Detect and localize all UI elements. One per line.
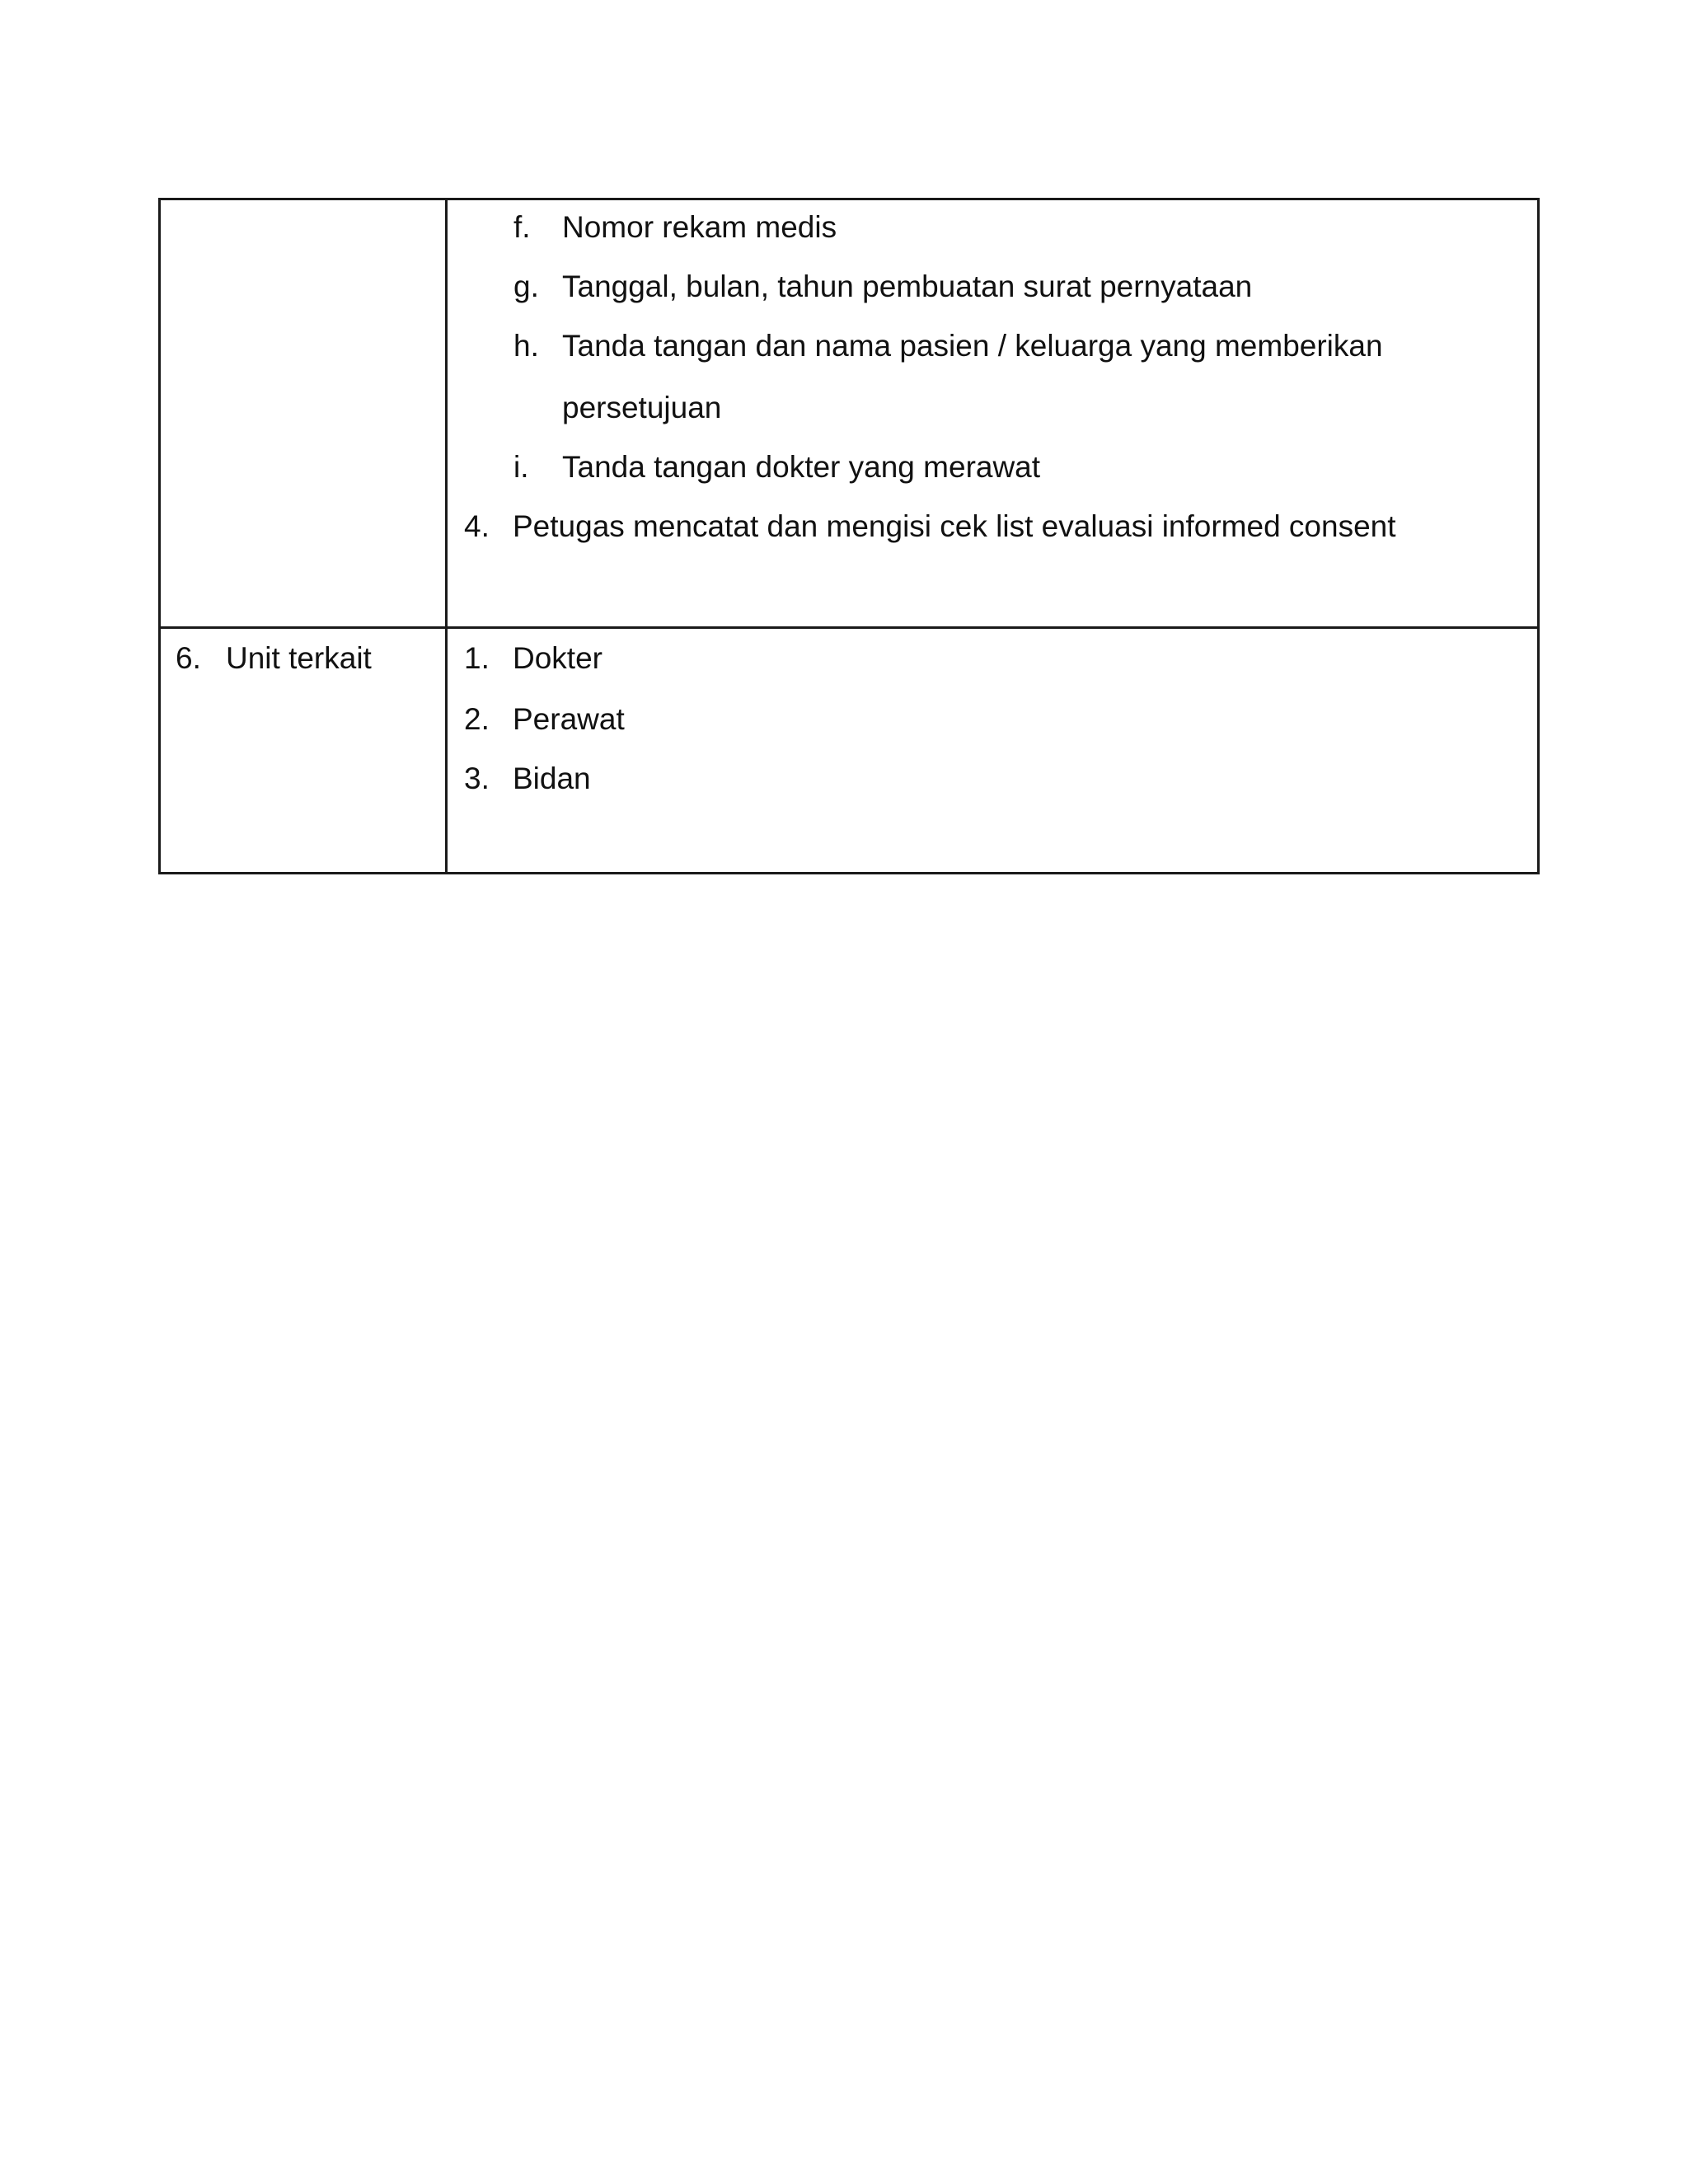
list-marker-2: 2. (464, 702, 490, 736)
list-marker-i: i. (513, 450, 529, 484)
section-label: Unit terkait (226, 641, 372, 675)
section-number: 6. (176, 641, 201, 675)
list-marker-3: 3. (464, 762, 490, 795)
table-cell-procedure-continued (447, 199, 1539, 628)
list-marker-4: 4. (464, 509, 490, 543)
list-marker-g: g. (513, 269, 539, 303)
list-marker-h: h. (513, 329, 539, 363)
list-marker-1: 1. (464, 641, 490, 675)
table-cell-unit-list (447, 628, 1539, 874)
list-item-text-1: Dokter (513, 641, 603, 675)
list-item-text-h-continued: persetujuan (562, 391, 722, 424)
list-item-text-2: Perawat (513, 702, 625, 736)
list-item-text-4: Petugas mencatat dan mengisi cek list evaluasi informed consent (513, 509, 1396, 543)
list-marker-f: f. (513, 210, 531, 244)
table-cell-left-empty (160, 199, 447, 628)
list-item-text-f: Nomor rekam medis (562, 210, 837, 244)
table-row (160, 199, 1539, 628)
list-item-text-i: Tanda tangan dokter yang merawat (562, 450, 1041, 484)
table-row (160, 628, 1539, 874)
list-item-text-h: Tanda tangan dan nama pasien / keluarga yang memberikan (562, 329, 1383, 363)
list-item-text-3: Bidan (513, 762, 591, 795)
table-cell-unit-label (160, 628, 447, 874)
document-table (158, 198, 1540, 874)
list-item-text-g: Tanggal, bulan, tahun pembuatan surat pernyataan (562, 269, 1253, 303)
